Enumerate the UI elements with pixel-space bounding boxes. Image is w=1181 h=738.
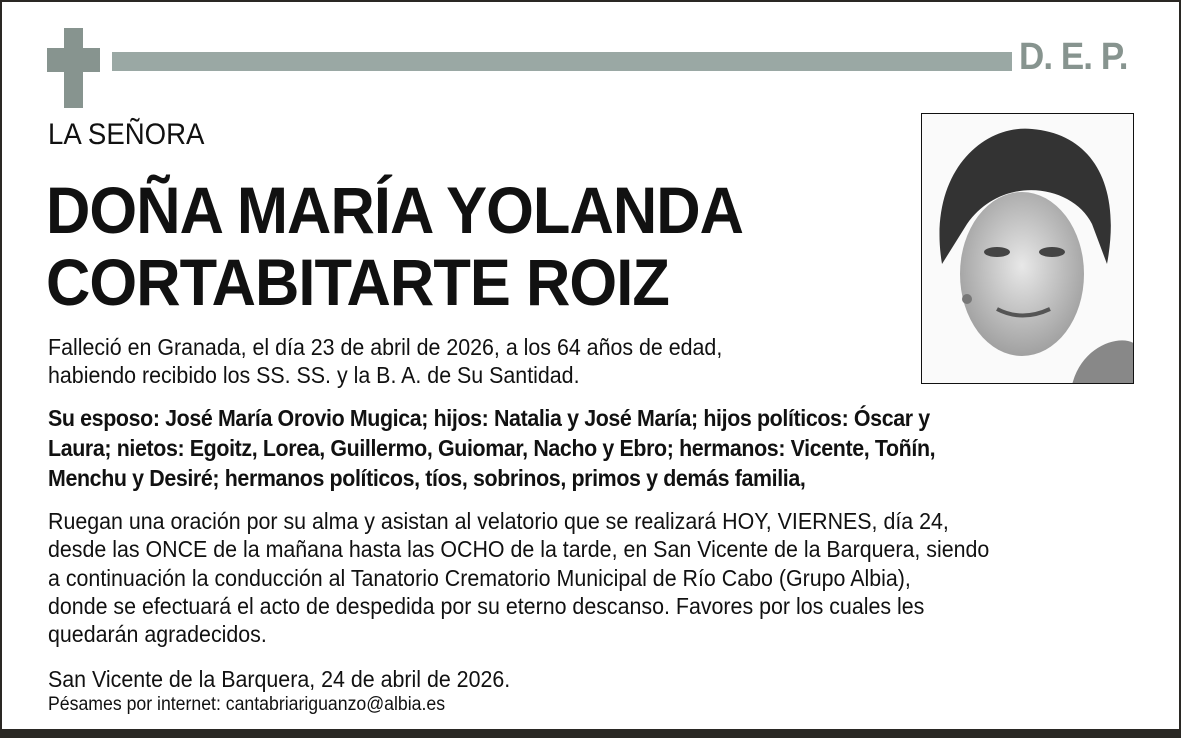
bottom-bar bbox=[0, 729, 1181, 738]
request-line: quedarán agradecidos. bbox=[48, 621, 267, 647]
death-info-line: habiendo recibido los SS. SS. y la B. A. de Su Santidad. bbox=[48, 362, 580, 388]
request-line: Ruegan una oración por su alma y asistan al velatorio que se realizará HOY, VIERNES, día 24, bbox=[48, 508, 949, 534]
request-line: desde las ONCE de la mañana hasta las OCHO de la tarde, en San Vicente de la Barquera, siendo bbox=[48, 536, 990, 562]
request-line: a continuación la conducción al Tanatorio Crematorio Municipal de Río Cabo (Grupo Albia), bbox=[48, 565, 911, 591]
portrait-photo bbox=[921, 113, 1134, 384]
family-line: Menchu y Desiré; hermanos políticos, tíos, sobrinos, primos y demás familia, bbox=[48, 465, 806, 491]
condolences-email: Pésames por internet: cantabriariguanzo@albia.es bbox=[48, 694, 446, 715]
family-line: Laura; nietos: Egoitz, Lorea, Guillermo, Guiomar, Nacho y Ebro; hermanos: Vicente, Toñín, bbox=[48, 435, 936, 461]
request-line: donde se efectuará el acto de despedida por su eterno descanso. Favores por los cuales les bbox=[48, 593, 925, 619]
place-date: San Vicente de la Barquera, 24 de abril de 2026. bbox=[48, 666, 511, 692]
deceased-name-line: CORTABITARTE ROIZ bbox=[46, 245, 669, 319]
family-line: Su esposo: José María Orovio Mugica; hijos: Natalia y José María; hijos políticos: Óscar y bbox=[48, 405, 930, 431]
dep-label: D. E. P. bbox=[1019, 36, 1128, 78]
title-label: LA SEÑORA bbox=[48, 118, 205, 151]
header-rule bbox=[112, 52, 1012, 71]
deceased-name-line: DOÑA MARÍA YOLANDA bbox=[46, 173, 744, 247]
cross-icon-bar bbox=[47, 48, 100, 72]
death-info-line: Falleció en Granada, el día 23 de abril de 2026, a los 64 años de edad, bbox=[48, 334, 723, 360]
